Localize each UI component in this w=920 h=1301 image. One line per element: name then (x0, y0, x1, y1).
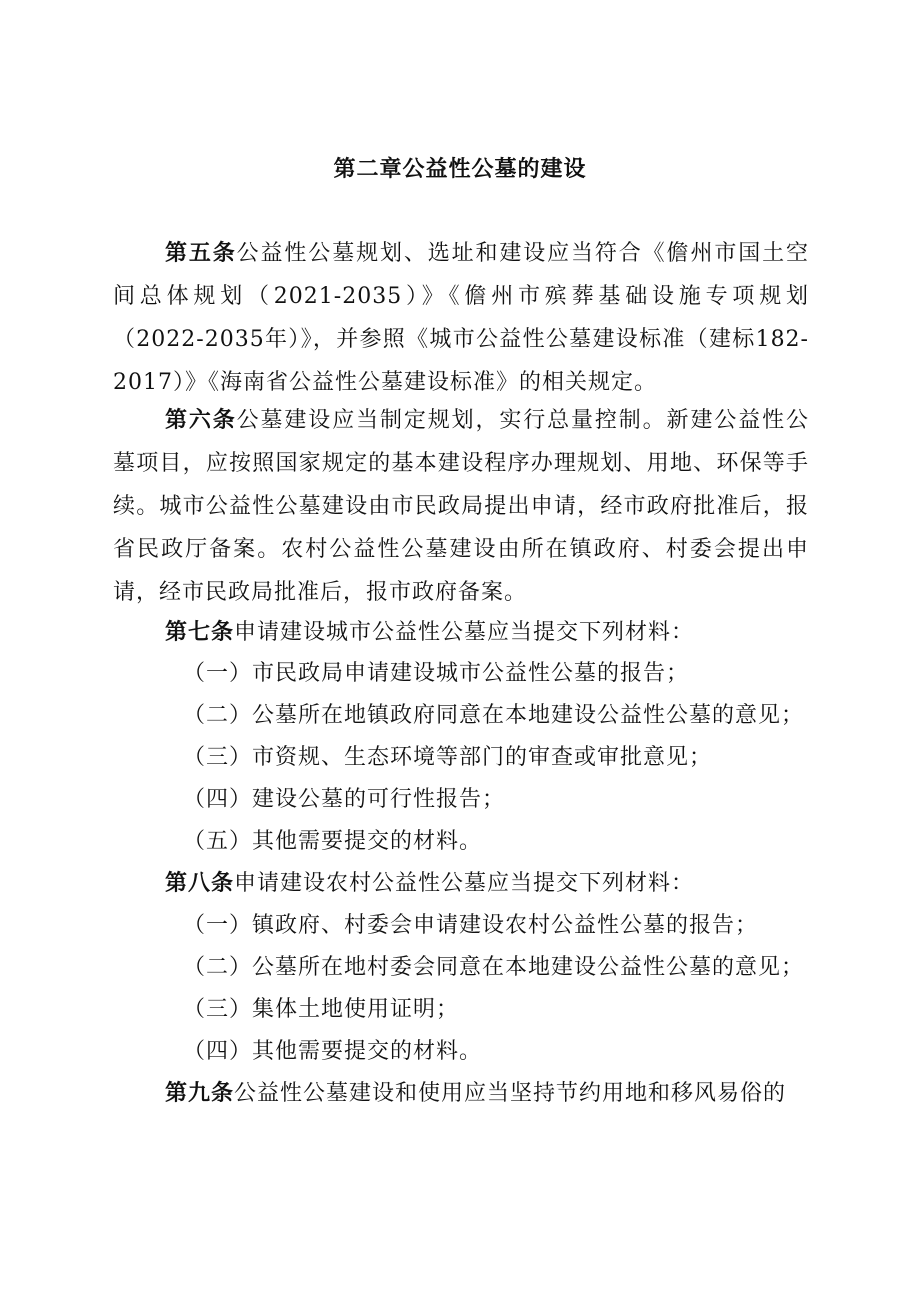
chapter-title: 第二章公益性公墓的建设 (333, 156, 587, 182)
article-6-text: 公墓建设应当制定规划，实行总量控制。新建公益性公墓项目，应按照国家规定的基本建设程序办理规划、用地、环保等手续。城市公益性公墓建设由市民政局提出申请，经市政府批准后，报省民政厅备案。农村公益性公墓建设由所在镇政府、村委会提出申请，经市民政局批准后，报市政府备案。 (113, 408, 809, 605)
article-7-label: 第七条 (165, 619, 235, 645)
article-7-item-3: （三）市资规、生态环境等部门的审查或审批意见； (183, 745, 713, 770)
article-9 (113, 1072, 809, 1115)
article-6 (113, 399, 809, 614)
article-5-text: 公益性公墓规划、选址和建设应当符合《儋州市国土空间总体规划（2021-2035）》《儋州市殡葬基础设施专项规划（2022-2035年）》，并参照《城市公益性公墓建设标准（建标182-2017）》《海南省公益性公墓建设标准》的相关规定。 (113, 241, 809, 395)
article-5 (113, 232, 809, 404)
article-7-item-1: （一）市民政局申请建设城市公益性公墓的报告； (183, 661, 690, 686)
article-8-item-4: （四）其他需要提交的材料。 (183, 1039, 483, 1064)
article-6-label: 第六条 (165, 407, 237, 433)
article-8-item-1: （一）镇政府、村委会申请建设农村公益性公墓的报告； (183, 913, 759, 938)
article-8-text: 申请建设农村公益性公墓应当提交下列材料： (234, 871, 695, 896)
article-7 (113, 611, 809, 654)
article-8-item-3: （三）集体土地使用证明； (183, 997, 460, 1022)
article-5-label: 第五条 (165, 240, 237, 266)
article-7-item-2: （二）公墓所在地镇政府同意在本地建设公益性公墓的意见； (183, 703, 805, 728)
article-9-label: 第九条 (165, 1080, 235, 1106)
article-7-item-4: （四）建设公墓的可行性报告； (183, 787, 506, 812)
article-8 (113, 862, 809, 905)
article-8-label: 第八条 (165, 870, 235, 896)
article-9-text: 公益性公墓建设和使用应当坚持节约用地和移风易俗的 (234, 1081, 787, 1106)
article-7-text: 申请建设城市公益性公墓应当提交下列材料： (234, 620, 695, 645)
article-8-item-2: （二）公墓所在地村委会同意在本地建设公益性公墓的意见； (183, 955, 805, 980)
article-7-item-5: （五）其他需要提交的材料。 (183, 829, 483, 854)
